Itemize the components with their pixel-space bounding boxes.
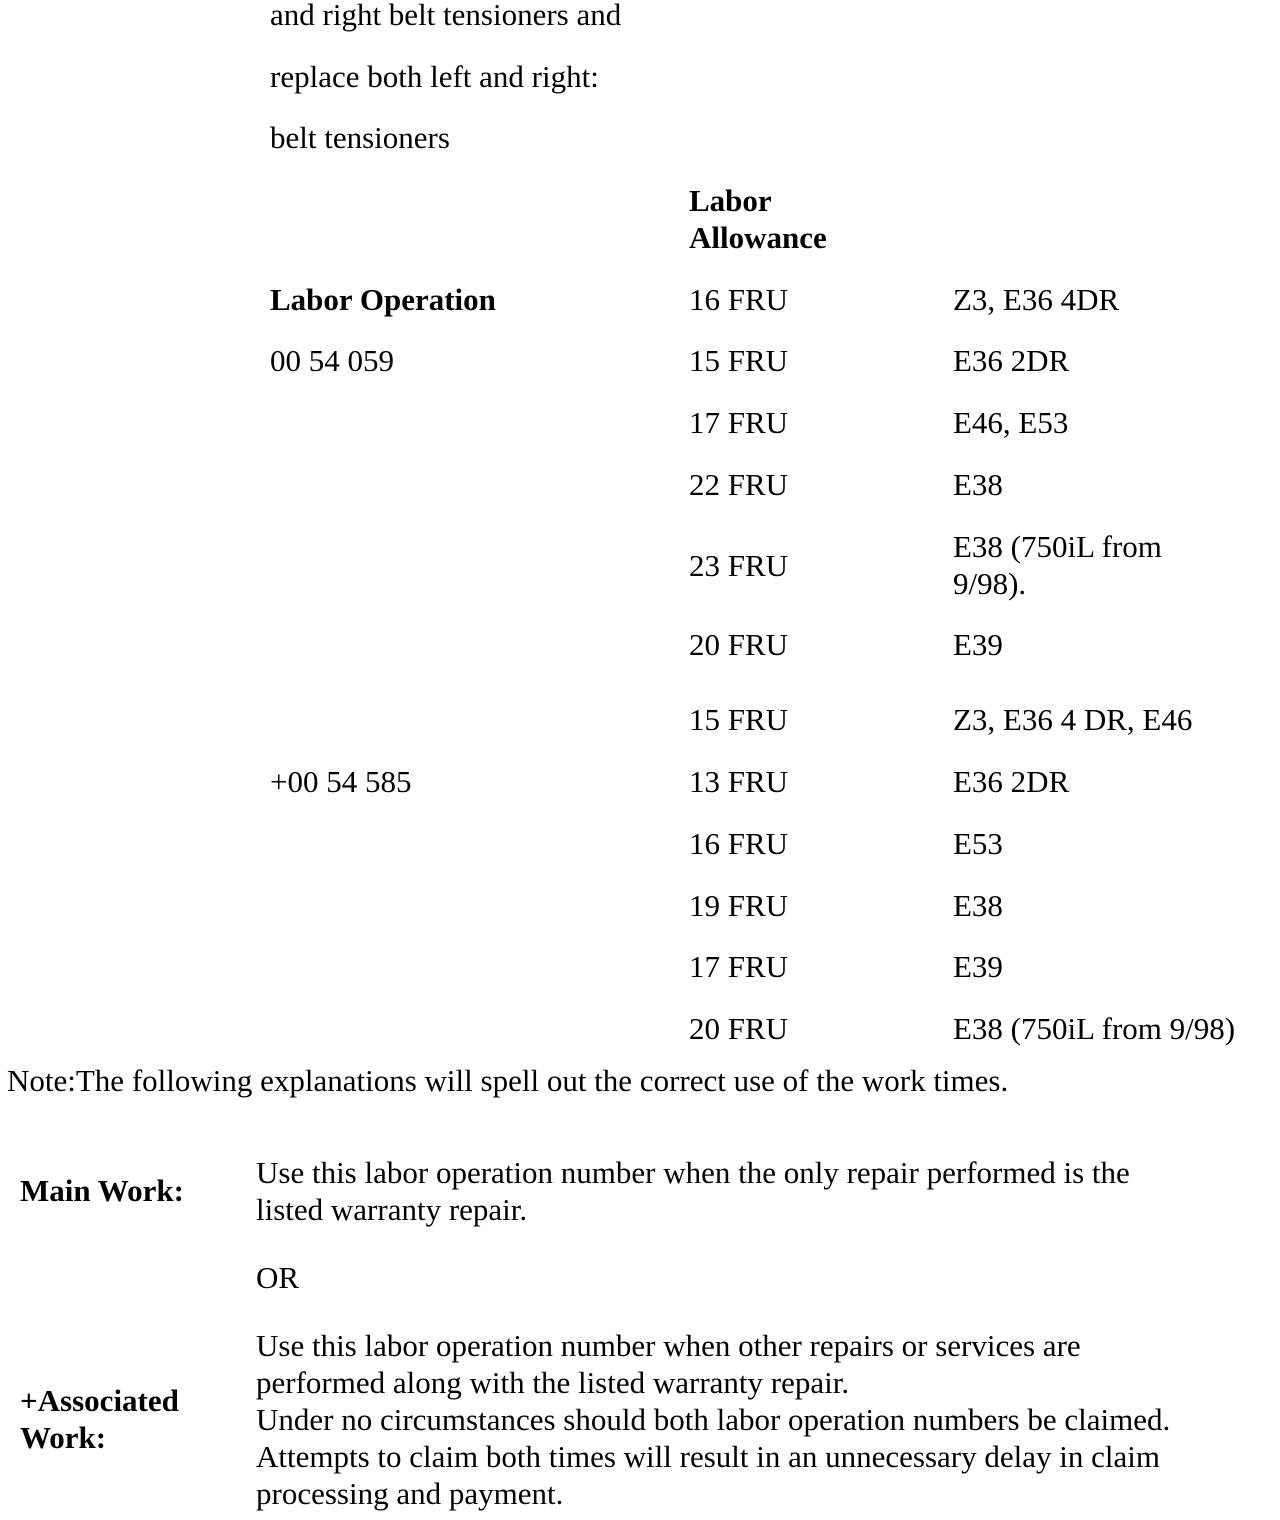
associated-work-line-3: Under no circumstances should both labor operation numbers be claimed. [256,1402,1171,1437]
models-cell: E53 [953,826,1003,861]
or-text: OR [256,1260,300,1295]
associated-work-line-5: processing and payment. [256,1476,564,1511]
associated-work-label-line-1: +Associated [20,1383,179,1418]
models-cell: E38 (750iL from 9/98) [953,1011,1236,1046]
models-cell-line-2: 9/98). [953,566,1027,601]
allowance-cell: 20 FRU [689,627,789,662]
models-cell: E36 2DR [953,343,1070,378]
models-cell: E39 [953,949,1003,984]
models-cell: E39 [953,627,1003,662]
associated-work-line-1: Use this labor operation number when other repairs or services are [256,1328,1081,1363]
intro-line-2: replace both left and right: [270,59,599,94]
models-cell: Z3, E36 4 DR, E46 [953,702,1193,737]
intro-line-3: belt tensioners [270,120,450,155]
allowance-cell: 15 FRU [689,702,789,737]
models-cell: E36 2DR [953,764,1070,799]
models-cell-line-1: E38 (750iL from [953,529,1162,564]
associated-work-line-4: Attempts to claim both times will result in an unnecessary delay in claim [256,1439,1160,1474]
header-allowance-line-2: Allowance [689,220,827,255]
header-allowance-line-1: Labor [689,183,772,218]
models-cell: E46, E53 [953,405,1069,440]
allowance-cell: 17 FRU [689,949,789,984]
allowance-cell: 13 FRU [689,764,789,799]
associated-operation-number: +00 54 585 [270,764,412,799]
allowance-cell: 16 FRU [689,282,789,317]
allowance-cell: 16 FRU [689,826,789,861]
main-operation-number: 00 54 059 [270,343,394,378]
models-cell: Z3, E36 4DR [953,282,1120,317]
allowance-cell: 20 FRU [689,1011,789,1046]
allowance-cell: 17 FRU [689,405,789,440]
allowance-cell: 23 FRU [689,548,789,583]
allowance-cell: 15 FRU [689,343,789,378]
allowance-cell: 22 FRU [689,467,789,502]
models-cell: E38 [953,467,1003,502]
associated-work-label-line-2: Work: [20,1420,107,1455]
header-labor-operation: Labor Operation [270,282,496,317]
intro-line-1: and right belt tensioners and [270,0,622,32]
main-work-line-2: listed warranty repair. [256,1192,528,1227]
main-work-line-1: Use this labor operation number when the only repair performed is the [256,1155,1130,1190]
note-text: Note:The following explanations will spell out the correct use of the work times. [7,1063,1009,1098]
associated-work-line-2: performed along with the listed warranty repair. [256,1365,850,1400]
main-work-label: Main Work: [20,1173,184,1208]
allowance-cell: 19 FRU [689,888,789,923]
models-cell: E38 [953,888,1003,923]
